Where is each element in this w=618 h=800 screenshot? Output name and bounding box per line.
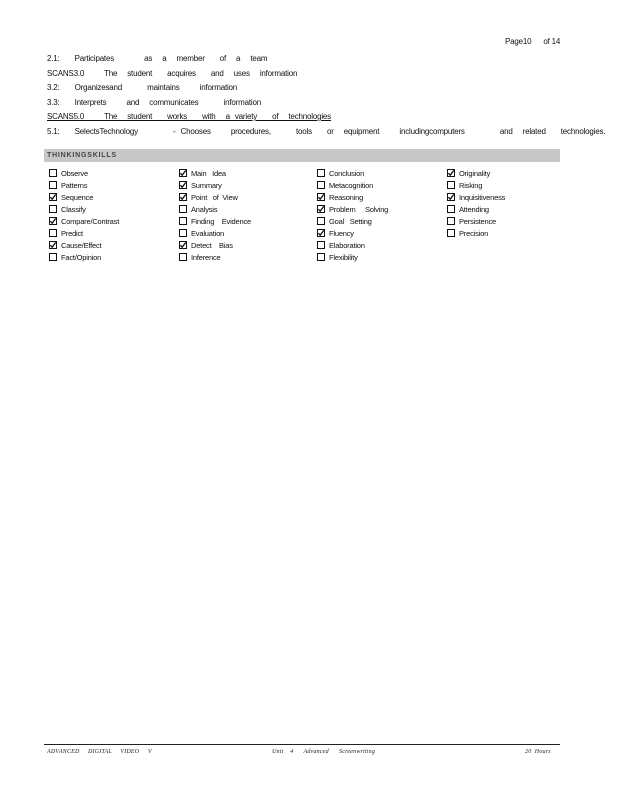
skill-item [317,179,388,191]
skill-checkbox[interactable] [49,181,57,189]
skill-item [179,167,251,179]
footer-hours: 20 Hours [525,749,551,755]
skill-checkbox[interactable] [447,169,455,177]
skill-item [49,251,119,263]
standard-line: 5.1: SelectsTechnology - Chooses procedures, tools or equipment includingcomputers and related technologies. [47,126,606,136]
page-number [505,37,560,46]
skill-item [317,167,388,179]
skill-label: Compare/Contrast [61,216,120,226]
check-icon [179,169,187,177]
check-icon [317,229,325,237]
skill-checkbox[interactable] [317,193,325,201]
skill-checkbox[interactable] [317,169,325,177]
skill-checkbox[interactable] [317,253,325,261]
skill-checkbox[interactable] [179,217,187,225]
skill-label: Predict [61,228,83,238]
skill-item [179,251,251,263]
skill-checkbox[interactable] [49,241,57,249]
skill-label: Conclusion [329,168,365,178]
check-icon [49,217,57,225]
skill-checkbox[interactable] [49,229,57,237]
skill-checkbox[interactable] [49,193,57,201]
standards-list [47,52,606,139]
check-icon [179,241,187,249]
skill-item [317,239,388,251]
skill-label: Goal Setting [329,216,372,226]
check-icon [447,169,455,177]
check-icon [179,193,187,201]
skill-checkbox[interactable] [179,181,187,189]
page-total: of 14 [543,37,561,46]
skill-item [49,227,119,239]
skill-checkbox[interactable] [447,229,455,237]
check-icon [179,181,187,189]
skill-checkbox[interactable] [49,205,57,213]
check-icon [317,205,325,213]
skill-checkbox[interactable] [49,253,57,261]
check-icon [317,193,325,201]
skill-label: Detect Bias [191,240,233,250]
skill-label: Precision [459,228,489,238]
skill-checkbox[interactable] [317,205,325,213]
skill-checkbox[interactable] [49,169,57,177]
skill-item [317,215,388,227]
skill-label: Cause/Effect [61,240,102,250]
skill-item [317,191,388,203]
skill-label: Summary [191,180,222,190]
skills-column-3 [317,167,388,263]
skill-checkbox[interactable] [179,193,187,201]
skill-checkbox[interactable] [447,217,455,225]
skills-column-1 [49,167,119,263]
check-icon [49,193,57,201]
skill-item [447,179,505,191]
skill-label: Analysis [191,204,218,214]
skill-checkbox[interactable] [179,205,187,213]
skill-label: Originality [459,168,491,178]
skill-item [317,251,388,263]
standard-line: SCANS3.0 The student acquires and uses information [47,68,298,78]
standard-line: 3.3: Interprets and communicates information [47,97,261,107]
skill-checkbox[interactable] [179,241,187,249]
skill-checkbox[interactable] [179,229,187,237]
skill-item [49,167,119,179]
skill-label: Risking [459,180,483,190]
skill-item [317,227,388,239]
skill-label: Reasoning [329,192,364,202]
skill-item [49,239,119,251]
skill-checkbox[interactable] [317,241,325,249]
skill-checkbox[interactable] [49,217,57,225]
section-title: THINKINGSKILLS [47,152,117,159]
skill-item [179,191,251,203]
skill-label: Evaluation [191,228,225,238]
skill-label: Inquisitiveness [459,192,506,202]
skill-label: Fluency [329,228,354,238]
footer-course: ADVANCED DIGITAL VIDEO V [47,749,152,755]
footer-divider [44,744,560,745]
skill-label: Problem Solving [329,204,389,214]
skill-item [49,203,119,215]
footer-unit: Unit 4 Advanced Screenwriting [272,749,376,755]
skill-checkbox[interactable] [447,193,455,201]
skills-column-4 [447,167,505,239]
skill-checkbox[interactable] [317,217,325,225]
page-label: Page10 [505,37,532,46]
skill-item [447,203,505,215]
skill-label: Finding Evidence [191,216,251,226]
skill-item [179,215,251,227]
skill-item [179,203,251,215]
skill-item [447,227,505,239]
skill-label: Classify [61,204,86,214]
skill-label: Patterns [61,180,88,190]
skill-checkbox[interactable] [447,205,455,213]
skill-item [447,215,505,227]
skill-item [49,215,119,227]
skill-label: Flexibility [329,252,358,262]
skill-label: Elaboration [329,240,365,250]
skill-item [317,203,388,215]
skill-item [447,191,505,203]
standard-line: 2.1: Participates as a member of a team [47,54,268,63]
skill-label: Sequence [61,192,94,202]
check-icon [49,241,57,249]
check-icon [447,193,455,201]
skill-label: Fact/Opinion [61,252,102,262]
skill-checkbox[interactable] [179,253,187,261]
skill-checkbox[interactable] [447,181,455,189]
skill-label: Point of View [191,192,238,202]
skill-label: Attending [459,204,489,214]
skill-item [49,179,119,191]
skill-label: Persistence [459,216,496,226]
skill-checkbox[interactable] [179,169,187,177]
skill-label: Main Idea [191,168,226,178]
skill-label: Observe [61,168,88,178]
standard-line: SCANS5.0 The student works with a variety of technologies [47,112,331,121]
skill-label: Metacognition [329,180,374,190]
standard-line: 3.2: Organizesand maintains information [47,83,238,92]
skill-item [179,179,251,191]
skill-item [447,167,505,179]
skills-column-2 [179,167,251,263]
skill-checkbox[interactable] [317,229,325,237]
skill-checkbox[interactable] [317,181,325,189]
skill-item [49,191,119,203]
skill-label: Inference [191,252,221,262]
skill-item [179,239,251,251]
skill-item [179,227,251,239]
section-header-thinking-skills [44,149,560,162]
